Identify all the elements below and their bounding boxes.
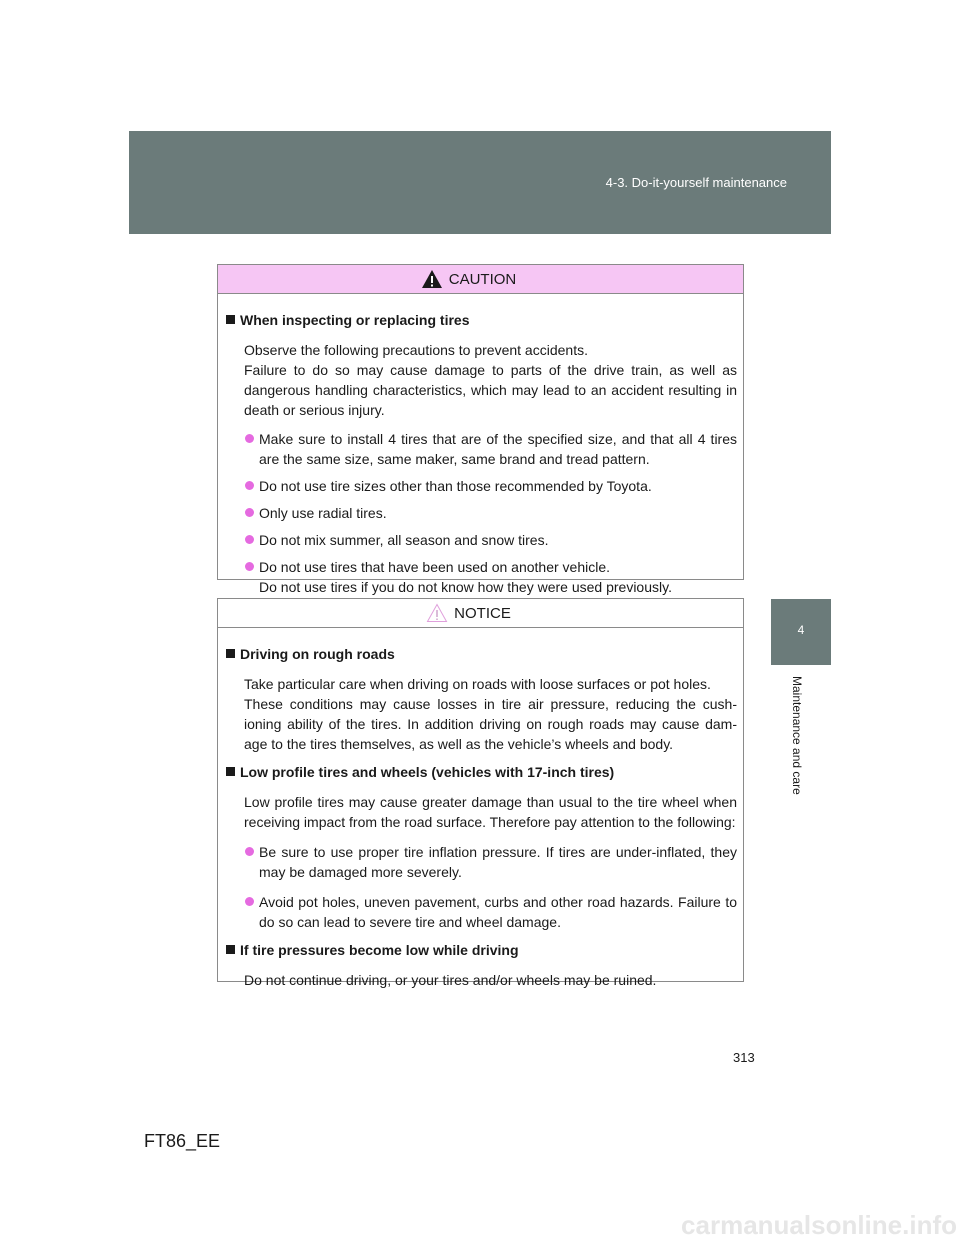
notice-body: [218, 628, 743, 990]
caution-heading: When inspecting or replacing tires: [226, 310, 737, 330]
notice-text-3: Do not continue driving, or your tires and/or wheels may be ruined.: [244, 972, 657, 988]
notice-text-1: Take particular care when driving on roads with loose surfaces or pot holes. These conditions may cause losses in tire air pressure, reducing the cush- ioning ability of the tires. In addition driving on rough roads may cause dam- age to the tires themselves, as well as the vehicle’s wheels and body.: [244, 676, 737, 752]
notice-box: [217, 598, 744, 988]
notice-heading-2: Low profile tires and wheels (vehicles with 17-inch tires): [226, 762, 737, 782]
square-bullet-icon: [226, 767, 235, 776]
warning-outline-icon: [426, 603, 448, 623]
caution-box: [217, 264, 744, 595]
chapter-number: 4: [797, 623, 805, 637]
square-bullet-icon: [226, 649, 235, 658]
round-bullet-icon: [245, 481, 254, 490]
notice-title: NOTICE: [454, 604, 511, 622]
list-item: Avoid pot holes, uneven pavement, curbs and other road hazards. Failure to do so can lead to severe tire and wheel damage.: [226, 892, 737, 932]
chapter-tab: [771, 599, 831, 665]
list-item: Make sure to install 4 tires that are of the specified size, and that all 4 tires are the same size, same maker, same brand and tread pattern.: [226, 429, 737, 469]
round-bullet-icon: [245, 508, 254, 517]
round-bullet-icon: [245, 535, 254, 544]
notice-text-2: Low profile tires may cause greater damage than usual to the tire wheel when receiving impact from the road surface. Therefore pay attention to the following:: [244, 794, 737, 830]
round-bullet-icon: [245, 562, 254, 571]
list-item: Do not use tire sizes other than those recommended by Toyota.: [226, 476, 737, 496]
caution-header: [218, 265, 743, 294]
section-title: 4-3. Do-it-yourself maintenance: [605, 175, 787, 190]
caution-title: CAUTION: [448, 270, 517, 288]
square-bullet-icon: [226, 315, 235, 324]
warning-triangle-icon: [421, 269, 443, 289]
round-bullet-icon: [245, 847, 254, 856]
round-bullet-icon: [245, 897, 254, 906]
notice-heading-3: If tire pressures become low while driving: [226, 940, 737, 960]
list-item: Only use radial tires.: [226, 503, 737, 523]
caution-intro: Observe the following precautions to prevent accidents. Failure to do so may cause damage to parts of the drive train, as well as dangerous handling characteristics, which may lead to an accident resulting in death or serious injury.: [244, 342, 737, 418]
list-item: Do not use tires that have been used on another vehicle. Do not use tires if you do not know how they were used previously.: [226, 557, 737, 597]
notice-heading-1: Driving on rough roads: [226, 644, 737, 664]
square-bullet-icon: [226, 945, 235, 954]
list-item: Do not mix summer, all season and snow tires.: [226, 530, 737, 550]
svg-text:carmanualsonline.info: carmanualsonline.info: [681, 1210, 957, 1240]
list-item: Be sure to use proper tire inflation pressure. If tires are under-inflated, they may be damaged more severely.: [226, 842, 737, 882]
page-number: 313: [733, 1050, 755, 1065]
chapter-label: Maintenance and care: [790, 676, 804, 795]
document-code: FT86_EE: [144, 1131, 221, 1151]
notice-header: [218, 599, 743, 628]
round-bullet-icon: [245, 434, 254, 443]
header-band: [129, 131, 831, 234]
caution-body: [218, 294, 743, 597]
watermark-logo: [627, 1208, 959, 1242]
